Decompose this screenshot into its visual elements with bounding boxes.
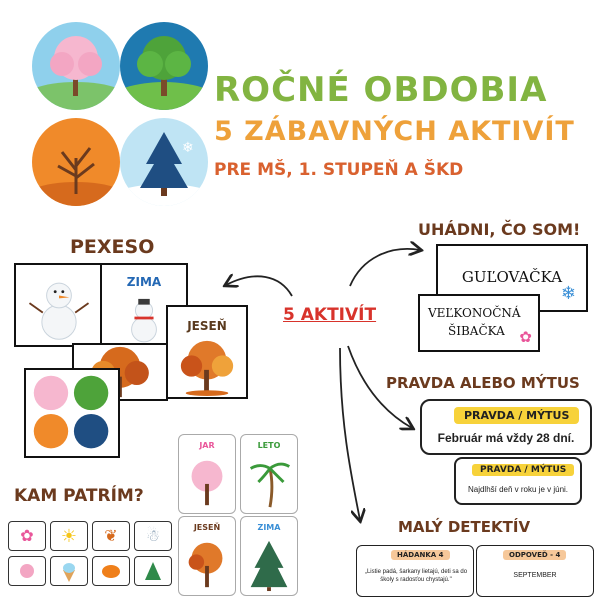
truth-badge-1: PRAVDA / MÝTUS (454, 407, 579, 424)
svg-text:❄: ❄ (182, 139, 194, 155)
pine-tree-icon (241, 535, 297, 593)
leaf-icon: ❦ (104, 528, 118, 545)
season-card-spring (178, 434, 236, 514)
winter-season-circle (120, 118, 208, 206)
pexeso-autumn-card (166, 305, 248, 399)
bird-icon (20, 564, 34, 578)
season-card-spring-label: JAR (199, 441, 215, 450)
audience-line: PRE MŠ, 1. STUPEŇ A ŠKD (214, 160, 464, 180)
palm-tree-icon (241, 453, 297, 511)
pexeso-seasons-card (24, 368, 120, 458)
truth-heading: PRAVDA ALEBO MÝTUS (386, 374, 580, 392)
subtitle: 5 ZÁBAVNÝCH AKTIVÍT (214, 116, 575, 147)
belong-card-tree (134, 556, 172, 586)
detective-answer-card (476, 545, 594, 597)
belong-card-flower (8, 521, 46, 551)
pumpkin-icon (102, 565, 120, 578)
detective-answer-badge: ODPOVEĎ - 4 (503, 550, 566, 560)
season-card-winter-label: ZIMA (257, 523, 281, 532)
truth-statement-1: Február má vždy 28 dní. (437, 431, 575, 445)
detective-answer-text: SEPTEMBER (513, 572, 557, 579)
center-label: 5 AKTIVÍT (283, 305, 377, 325)
truth-badge-2: PRAVDA / MÝTUS (472, 464, 574, 476)
truth-statement-2: Najdlhší deň v roku je v júni. (467, 485, 569, 494)
guess-card-snowball-text: GUĽOVAČKA (461, 268, 563, 286)
guess-heading: UHÁDNI, ČO SOM! (418, 220, 581, 239)
guess-card-easter-line1: VEĽKONOČNÁ (428, 306, 521, 320)
pexeso-snowman-card (14, 263, 104, 347)
spring-season-circle (32, 22, 120, 110)
detective-riddle-card (356, 545, 474, 597)
belong-card-icecream (50, 556, 88, 586)
belong-card-leaf (92, 521, 130, 551)
snowflake-icon: ❄ (560, 283, 576, 303)
snowman-icon (16, 265, 102, 345)
four-seasons-icon (26, 370, 118, 456)
christmas-tree-icon (145, 562, 161, 580)
season-card-winter (240, 516, 298, 596)
season-card-summer (240, 434, 298, 514)
belong-card-sun (50, 521, 88, 551)
sun-icon: ☀ (60, 525, 78, 546)
pexeso-autumn-label: JESEŇ (187, 319, 227, 333)
guess-card-easter-line2: ŠIBAČKA (448, 324, 505, 338)
flower-icon: ✿ (519, 329, 532, 346)
pexeso-heading: PEXESO (70, 236, 155, 258)
detective-riddle-text: „Listie padá, šarkany lietajú, deti sa do školy s radosťou chystajú." (364, 569, 468, 583)
pexeso-winter-label: ZIMA (126, 275, 162, 289)
autumn-tree-icon (179, 535, 235, 593)
season-card-autumn-label: JESEŇ (193, 523, 221, 532)
autumn-season-circle (32, 118, 120, 206)
truth-card-1 (420, 399, 592, 455)
season-card-autumn (178, 516, 236, 596)
autumn-tree-icon (168, 335, 246, 397)
belong-heading: KAM PATRÍM? (14, 486, 144, 506)
detective-heading: MALÝ DETEKTÍV (398, 518, 531, 536)
snowman-icon: ☃ (145, 528, 161, 545)
main-title: ROČNÉ OBDOBIA (214, 70, 548, 110)
flower-icon: ✿ (20, 528, 34, 545)
icecream-scoop-icon (63, 563, 75, 573)
belong-card-snowman (134, 521, 172, 551)
blossom-tree-icon (179, 453, 235, 511)
summer-season-circle (120, 22, 208, 110)
guess-card-easter (418, 294, 540, 352)
season-card-summer-label: LETO (257, 441, 281, 450)
truth-card-2 (454, 457, 582, 505)
belong-card-pumpkin (92, 556, 130, 586)
detective-riddle-badge: HÁDANKA 4 (391, 550, 450, 560)
belong-card-bird (8, 556, 46, 586)
